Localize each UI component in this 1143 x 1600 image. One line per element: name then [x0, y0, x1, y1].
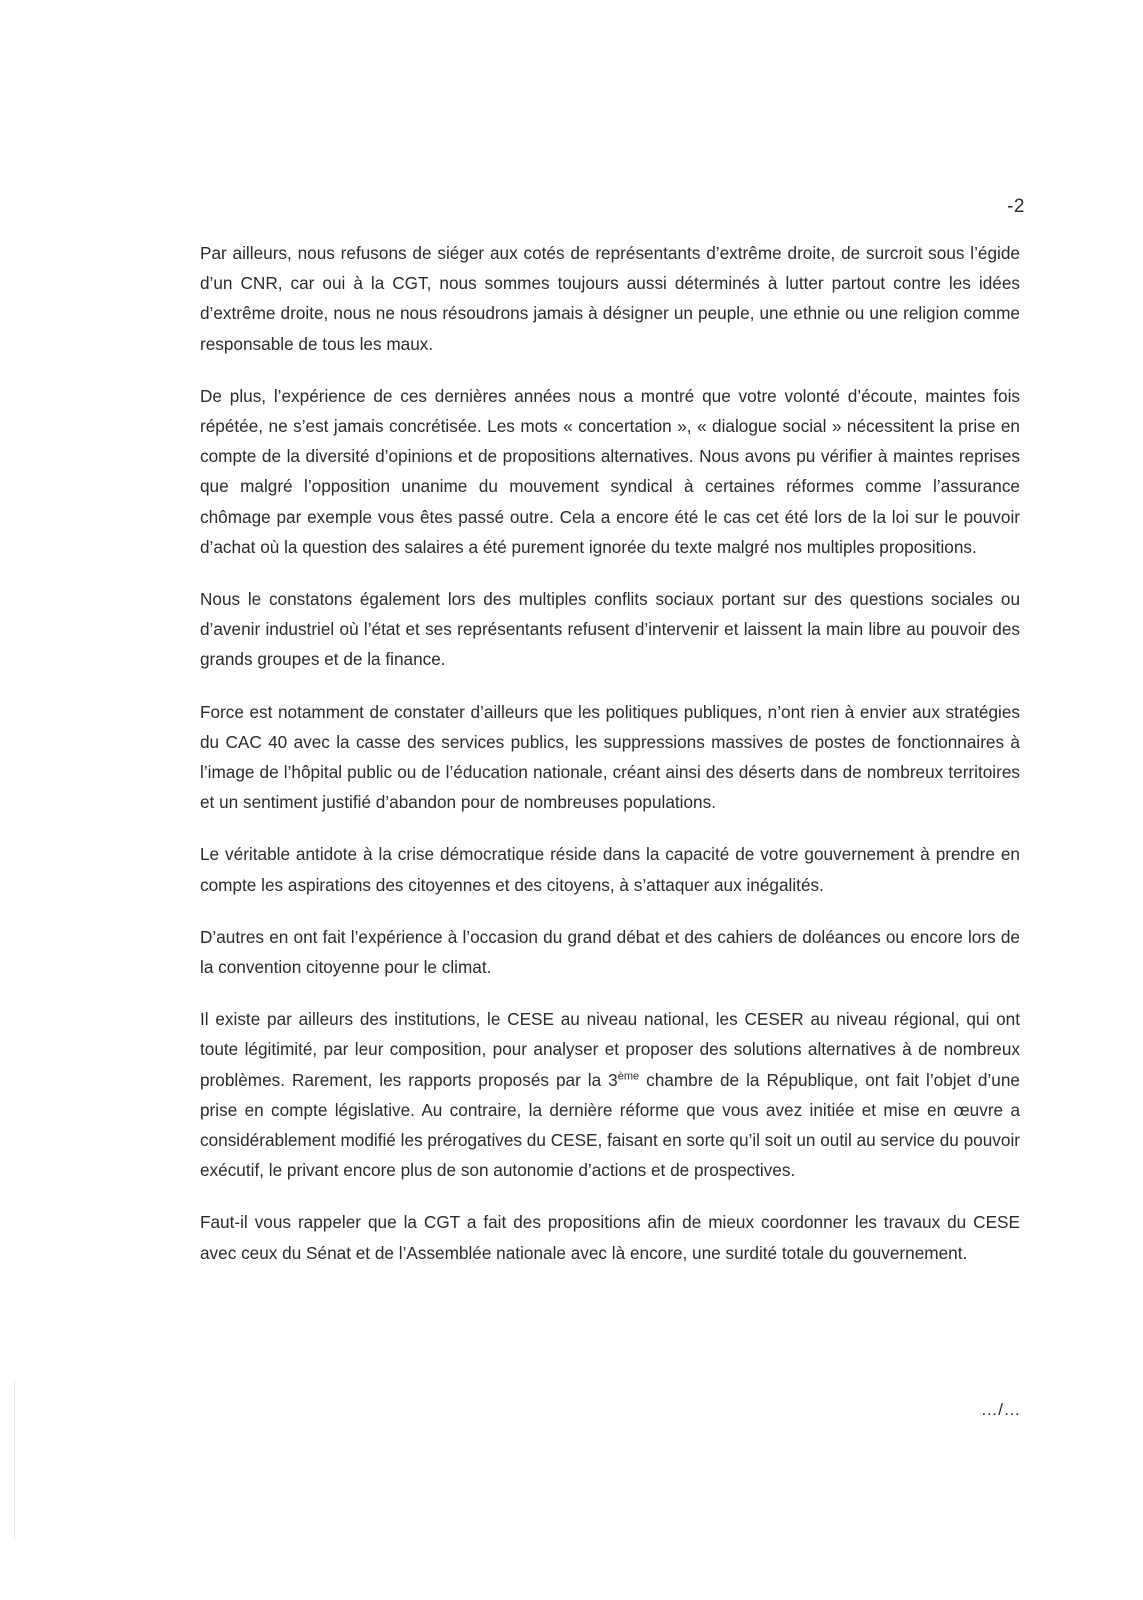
paragraph-7 — [200, 1004, 1020, 1185]
paragraph-3: Nous le constatons également lors des multiples conflits sociaux portant sur des questions sociales ou d’avenir industriel où l’état et ses représentants refusent d’intervenir et laissent la main libre au pouvoir des grands groupes et de la finance. — [200, 589, 1020, 670]
paragraph-4: Force est notamment de constater d’ailleurs que les politiques publiques, n’ont rien à envier aux stratégies du CAC 40 avec la casse des services publics, les suppressions massives de postes de fonctionnaires à l’image de l’hôpital public ou de l’éducation nationale, créant ainsi des déserts dans de nombreux territoires et un sentiment justifié d’abandon pour de nombreuses populations. — [200, 701, 1020, 813]
paragraph-7-text-a: Il existe par ailleurs des institutions, le CESE au niveau national, les CESER au niveau régional, qui ont toute légitimité, par leur composition, pour analyser et proposer des solutions alternatives à de nombreux problèmes. Rarement, les rapports proposés par la 3 — [200, 1009, 1020, 1090]
continuation-mark: …/… — [980, 1400, 1021, 1419]
ordinal-superscript: ème — [617, 1069, 640, 1082]
paragraph-7-text-b: chambre de la République, ont fait l’objet d’une prise en compte législative. Au contraire, la dernière réforme que vous avez initiée et mise en œuvre a considérablement modifié les prérogatives du CESE, faisant en sorte qu’il soit un outil au service du pouvoir exécutif, le privant encore plus de son autonomie d’actions et de prospectives. — [200, 1069, 1020, 1181]
paragraph-8: Faut-il vous rappeler que la CGT a fait des propositions afin de mieux coordonner les travaux du CESE avec ceux du Sénat et de l’Assemblée nationale avec là encore, une surdité totale du gouvernement. — [200, 1212, 1020, 1263]
scan-edge-mark — [14, 1380, 15, 1540]
paragraph-5: Le véritable antidote à la crise démocratique réside dans la capacité de votre gouvernement à prendre en compte les aspirations des citoyennes et des citoyens, à s’attaquer aux inégalités. — [200, 844, 1020, 895]
paragraph-1: Par ailleurs, nous refusons de siéger aux cotés de représentants d’extrême droite, de surcroit sous l’égide d’un CNR, car oui à la CGT, nous sommes toujours aussi déterminés à lutter partout contre les idées d’extrême droite, nous ne nous résoudrons jamais à désigner un peuple, une ethnie ou une religion comme responsable de tous les maux. — [200, 243, 1020, 354]
page-number: -2 — [1007, 196, 1025, 217]
paragraph-6: D’autres en ont fait l’expérience à l’occasion du grand débat et des cahiers de doléances ou encore lors de la convention citoyenne pour le climat. — [200, 926, 1020, 978]
paragraph-2: De plus, l’expérience de ces dernières années nous a montré que votre volonté d’écoute, maintes fois répétée, ne s’est jamais concrétisée. Les mots « concertation », « dialogue social » nécessitent la prise en compte de la diversité d’opinions et de propositions alternatives. Nous avons pu vérifier à maintes reprises que malgré l’opposition unanime du mouvement syndical à certaines réformes comme l’assurance chômage par exemple vous êtes passé outre. Cela a encore été le cas cet été lors de la loi sur le pouvoir d’achat où la question des salaires a été purement ignorée du texte malgré nos multiples propositions. — [200, 385, 1020, 557]
letter-body — [200, 238, 1020, 1290]
